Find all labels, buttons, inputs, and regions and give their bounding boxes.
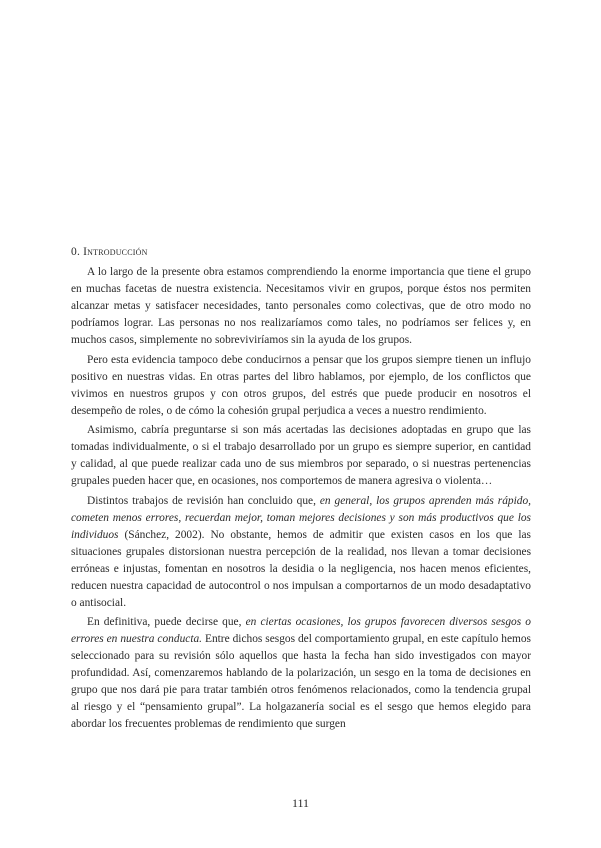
page-body [71,244,531,736]
section-title: Introducción [83,246,148,258]
paragraph-5: En definitiva, puede decirse que, en ciertas ocasiones, los grupos favorecen diversos sesgos o errores en nuestra conducta. Entre dichos sesgos del comportamiento grupal, en este capítulo hemos seleccionado para su revisión sólo aquellos que hasta la fecha han sido investigados con mayor profundidad. Así, comenzaremos hablando de la polarización, un sesgo en la toma de decisiones en grupo que nos dará pie para tratar también otros fenómenos relacionados, como la tendencia grupal al riesgo y el “pensamiento grupal”. La holgazanería social es el sesgo que hemos elegido para abordar los frecuentes problemas de rendimiento que surgen [71,616,531,730]
emphasis-text: en ciertas ocasiones, los grupos favorecen diversos sesgos o errores en nuestra conducta. [71,616,531,645]
section-number: 0. [71,246,81,258]
page-number: 111 [291,796,310,810]
paragraph-2: Pero esta evidencia tampoco debe conducirnos a pensar que los grupos siempre tienen un influjo positivo en nuestras vidas. En otras partes del libro hablamos, por ejemplo, de los conflictos que vivimos en nuestros grupos y con otros grupos, del estrés que puede producir en nosotros el desempeño de roles, o de cómo la cohesión grupal perjudica a veces a nuestro rendimiento. [71,353,531,417]
paragraph-4: Distintos trabajos de revisión han concluido que, en general, los grupos aprenden más rápido, cometen menos errores, recuerdan mejor, toman mejores decisiones y son más productivos que los individuos (Sánchez, 2002). No obstante, hemos de admitir que existen casos en los que las situaciones grupales distorsionan nuestra percepción de la realidad, nos llevan a tomar decisiones erróneas e injustas, fomentan en nosotros la desidia o la negligencia, nos hacen menos eficientes, reducen nuestra capacidad de autocontrol o nos impulsan a comportarnos de un modo desadaptativo o antisocial. [71,494,531,609]
emphasis-text: en general, los grupos aprenden más rápido, cometen menos errores, recuerdan mejor, toman mejores decisiones y son más productivos que los individuos [71,494,531,541]
paragraph-3: Asimismo, cabría preguntarse si son más acertadas las decisiones adoptadas en grupo que las tomadas individualmente, o si el trabajo desarrollado por un grupo es siempre superior, en cantidad y calidad, al que puede realizar cada uno de sus miembros por separado, o si nuestras pertenencias grupales pueden hacer que, en ocasiones, nos comportemos de manera agresiva o violenta… [71,424,531,487]
paragraph-1: A lo largo de la presente obra estamos comprendiendo la enorme importancia que tiene el grupo en muchas facetas de nuestra existencia. Necesitamos vivir en grupos, porque éstos nos permiten alcanzar metas y satisfacer necesidades, tanto personales como colectivas, que de otro modo no podríamos lograr. Las personas no nos realizaríamos como tales, no podríamos ser felices y, en muchos casos, simplemente no sobreviviríamos sin la ayuda de los grupos. [71,266,531,346]
section-heading [71,244,531,260]
